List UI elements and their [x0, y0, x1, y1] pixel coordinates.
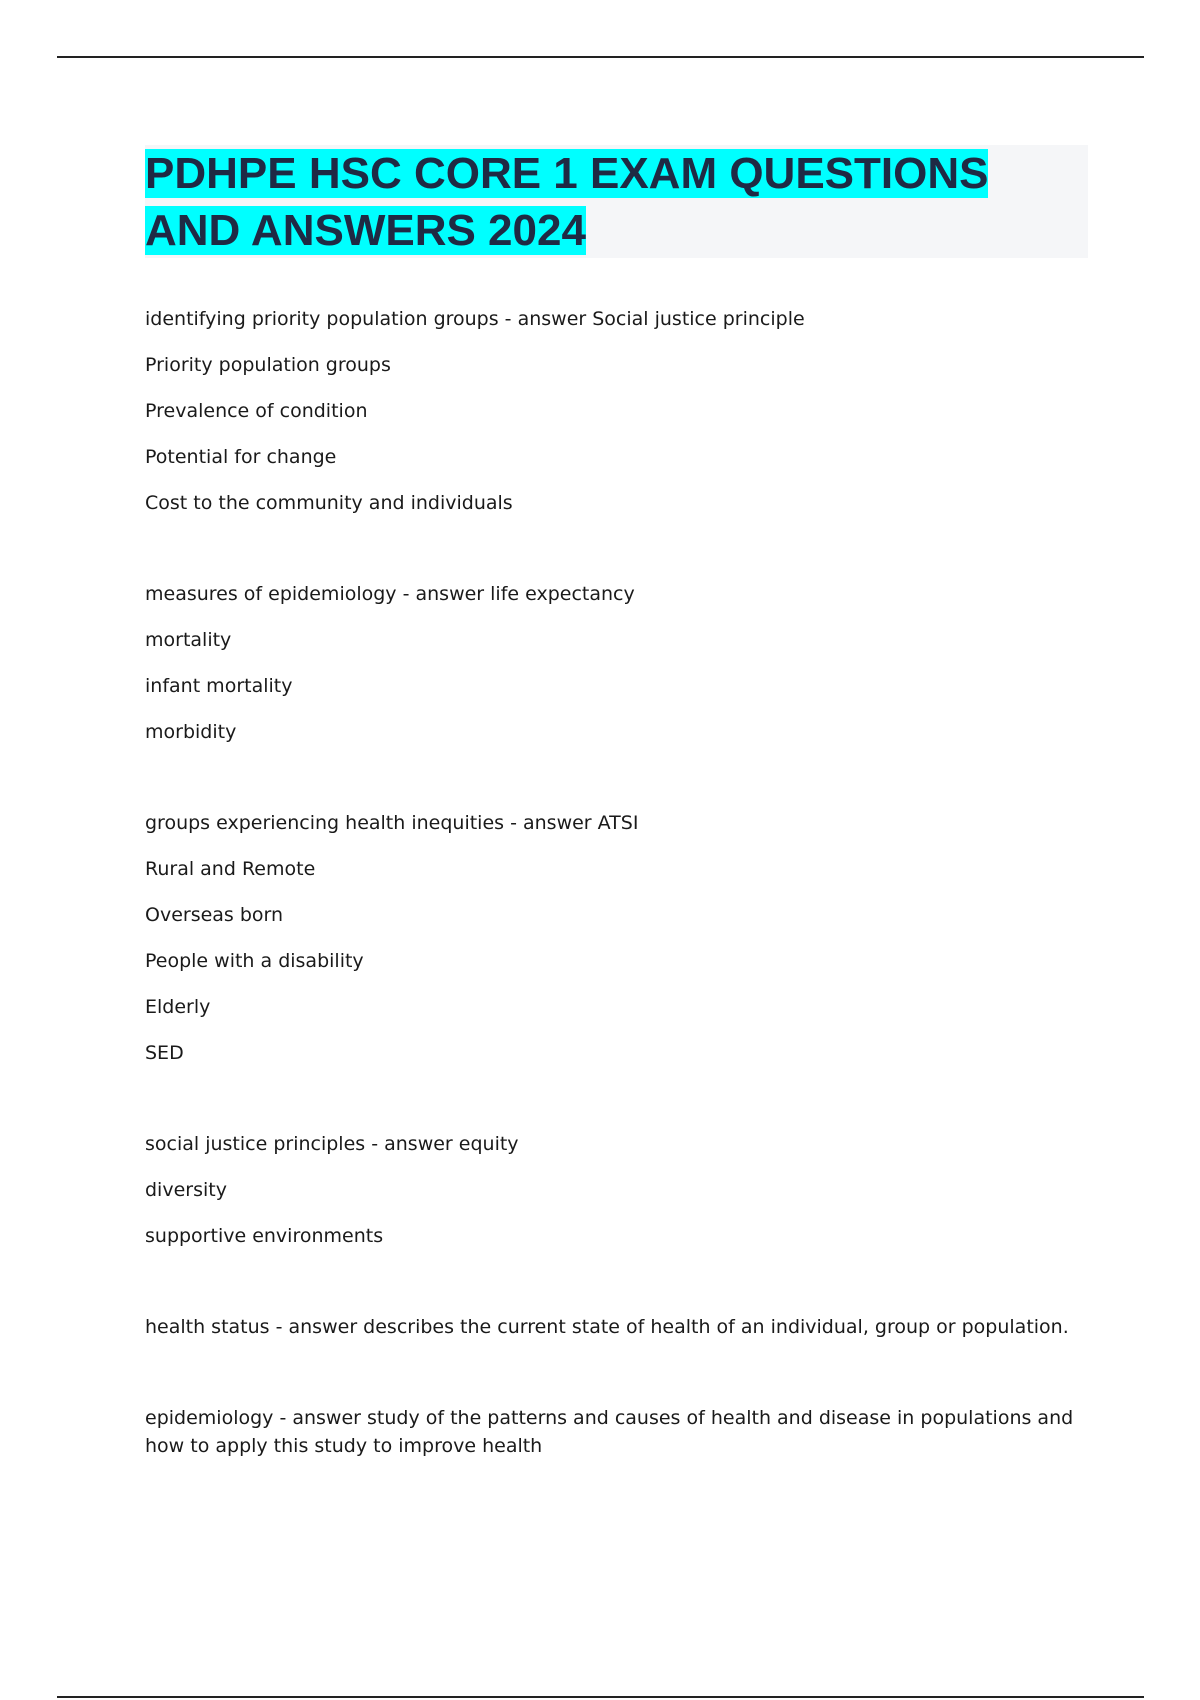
- qa-line: mortality: [145, 629, 232, 651]
- qa-entry: [145, 296, 1095, 526]
- qa-line: SED: [145, 1042, 184, 1064]
- qa-line: social justice principles - answer equity: [145, 1133, 519, 1155]
- qa-entry: [145, 1121, 1095, 1259]
- qa-line: infant mortality: [145, 675, 293, 697]
- qa-line: Prevalence of condition: [145, 400, 368, 422]
- title-block: [145, 145, 1088, 258]
- qa-line: Priority population groups: [145, 354, 391, 376]
- qa-line: People with a disability: [145, 950, 364, 972]
- header-rule: [57, 56, 1144, 58]
- qa-line: measures of epidemiology - answer life expectancy: [145, 583, 635, 605]
- qa-line: Potential for change: [145, 446, 337, 468]
- qa-line: supportive environments: [145, 1225, 384, 1247]
- qa-line: groups experiencing health inequities - answer ATSI: [145, 812, 639, 834]
- document-title-text: PDHPE HSC CORE 1 EXAM QUESTIONS AND ANSWERS 2024: [145, 149, 989, 255]
- document-title: [145, 145, 1088, 259]
- qa-list: [145, 296, 1095, 1505]
- footer-rule: [57, 1696, 1144, 1698]
- qa-line: Cost to the community and individuals: [145, 492, 513, 514]
- qa-entry: [145, 1304, 1095, 1350]
- qa-line: Elderly: [145, 996, 211, 1018]
- qa-line: health status - answer describes the current state of health of an individual, group or population.: [145, 1316, 1069, 1338]
- qa-line: morbidity: [145, 721, 237, 743]
- qa-line: diversity: [145, 1179, 227, 1201]
- qa-entry: [145, 571, 1095, 755]
- qa-line: epidemiology - answer study of the patterns and causes of health and disease in populations and how to apply this study to improve health: [145, 1407, 1074, 1457]
- qa-entry: [145, 1395, 1095, 1460]
- qa-line: identifying priority population groups - answer Social justice principle: [145, 308, 805, 330]
- qa-entry: [145, 800, 1095, 1076]
- qa-line: Rural and Remote: [145, 858, 316, 880]
- qa-line: Overseas born: [145, 904, 284, 926]
